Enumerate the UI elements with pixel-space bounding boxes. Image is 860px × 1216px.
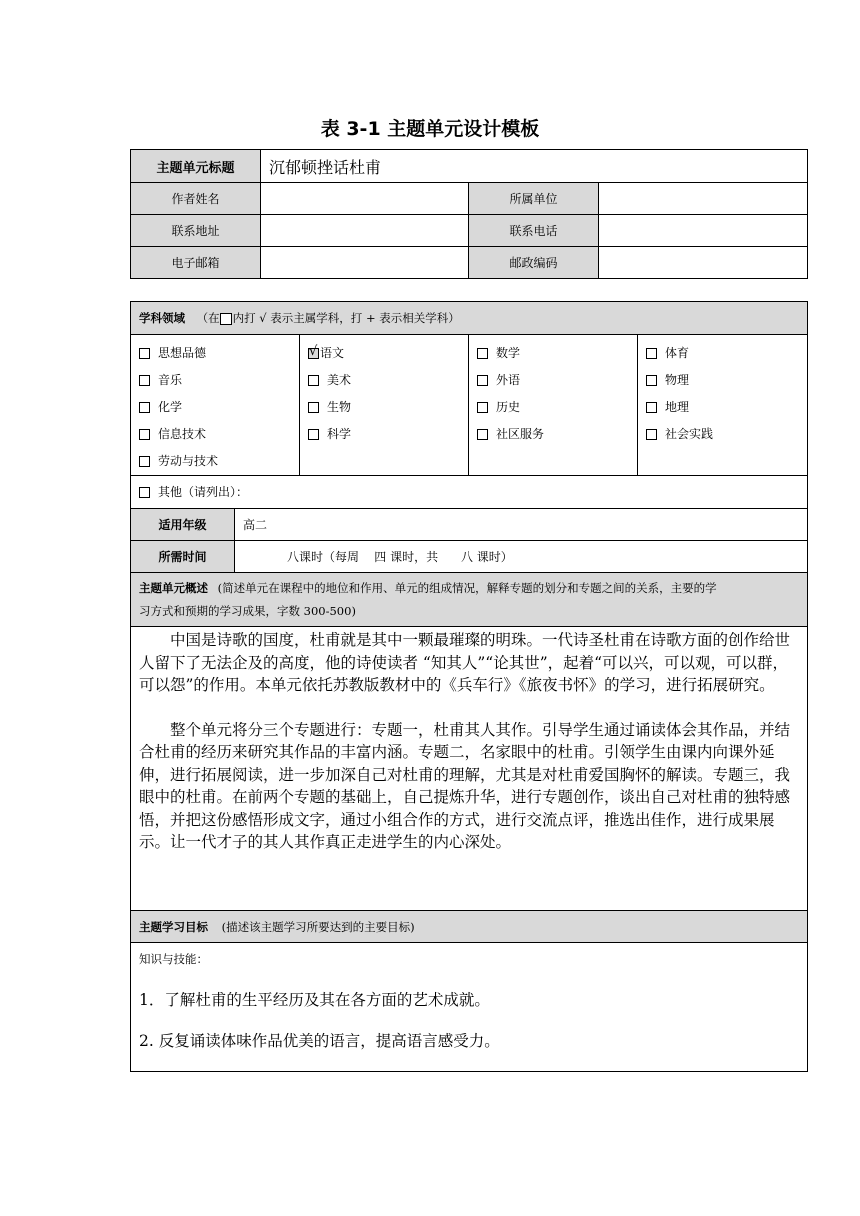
postcode-label: 邮政编码 [469,247,599,279]
subject-area-note-suffix: 内打 √ 表示主属学科，打 + 表示相关学科） [232,311,460,325]
organization-field[interactable] [599,183,808,215]
subject-item-chemistry[interactable]: 化学 [131,394,299,421]
page-title: 表 3-1 主题单元设计模板 [320,118,540,140]
subject-item-geography[interactable]: 地理 [638,394,807,421]
subject-col-3 [469,335,638,476]
checkbox-icon[interactable] [646,429,657,440]
email-field[interactable] [261,247,469,279]
checkbox-icon[interactable] [139,402,150,413]
goal-item-2: 2. 反复诵读体味作品优美的语言，提高语言感受力。 [139,1032,500,1050]
topic-title-label: 主题单元标题 [131,150,261,183]
subject-item-ethics[interactable]: 思想品德 [131,340,299,367]
phone-field[interactable] [599,215,808,247]
goals-body [131,943,808,1072]
subject-other-row [131,476,808,509]
goals-subheading: 知识与技能： [139,952,208,966]
subject-col-4 [638,335,808,476]
subject-item-music[interactable]: 音乐 [131,367,299,394]
checkbox-icon[interactable] [646,402,657,413]
postcode-field[interactable] [599,247,808,279]
subject-item-foreign-language[interactable]: 外语 [469,367,637,394]
overview-note-line1: (简述单元在课程中的地位和作用、单元的组成情况，解释专题的划分和专题之间的关系，主要的学 [217,580,717,595]
checkbox-icon[interactable] [477,429,488,440]
goals-heading: 主题学习目标 [139,919,208,934]
subject-item-physics[interactable]: 物理 [638,367,807,394]
subject-item-labor[interactable]: 劳动与技术 [131,448,299,475]
grade-label: 适用年级 [131,509,235,541]
overview-header [131,573,808,627]
subject-col-2 [300,335,469,476]
overview-body [131,627,808,911]
grade-value[interactable]: 高二 [235,509,808,541]
checkbox-icon[interactable] [139,456,150,467]
checkbox-icon[interactable] [646,348,657,359]
subject-item-pe[interactable]: 体育 [638,340,807,367]
subject-item-science[interactable]: 科学 [300,421,468,448]
time-value[interactable]: 八课时（每周 四 课时，共 八 课时） [235,541,808,573]
unit-info-table [130,149,808,279]
subject-item-community-service[interactable]: 社区服务 [469,421,637,448]
phone-label: 联系电话 [469,215,599,247]
checkbox-icon[interactable] [308,402,319,413]
checkbox-icon[interactable] [477,402,488,413]
subject-area-heading: 学科领域 [139,311,185,325]
email-label: 电子邮箱 [131,247,261,279]
checkbox-icon[interactable] [139,487,150,498]
subject-item-art[interactable]: 美术 [300,367,468,394]
checkbox-icon[interactable] [139,375,150,386]
checkbox-icon[interactable] [139,348,150,359]
checkbox-icon[interactable] [646,375,657,386]
subject-area-header [131,302,808,335]
goals-note: (描述该主题学习所要达到的主要目标) [221,919,415,934]
address-field[interactable] [261,215,469,247]
subject-item-math[interactable]: 数学 [469,340,637,367]
checkbox-icon[interactable] [477,375,488,386]
author-name-label: 作者姓名 [131,183,261,215]
overview-heading: 主题单元概述 [139,580,208,595]
subject-item-it[interactable]: 信息技术 [131,421,299,448]
organization-label: 所属单位 [469,183,599,215]
checkbox-icon[interactable] [308,375,319,386]
subject-col-1 [131,335,300,476]
goals-header [131,911,808,943]
subject-item-biology[interactable]: 生物 [300,394,468,421]
subject-item-other[interactable]: 其他（请列出）： [131,479,807,506]
checkbox-icon [220,313,232,325]
checked-checkbox-icon[interactable]: √ [309,344,318,359]
subject-item-history[interactable]: 历史 [469,394,637,421]
author-name-field[interactable] [261,183,469,215]
overview-paragraph-2: 整个单元将分三个专题进行：专题一，杜甫其人其作。引导学生通过诵读体会其作品，并结合杜甫的经历来研究其作品的丰富内涵。专题二，名家眼中的杜甫。引领学生由课内向课外延伸，进行拓展阅读，进一步加深自己对杜甫的理解，尤其是对杜甫爱国胸怀的解读。专题三，我眼中的杜甫。在前两个专题的基础上，自己提炼升华，进行专题创作，谈出自己对杜甫的独特感悟，并把这份感悟形成文字，通过小组合作的方式，进行交流点评，推选出佳作，进行成果展示。让一代才子的其人其作真正走进学生的内心深处。 [139,720,791,851]
overview-paragraph-1: 中国是诗歌的国度，杜甫就是其中一颗最璀璨的明珠。一代诗圣杜甫在诗歌方面的创作给世人留下了无法企及的高度，他的诗使读者 “知其人”“论其世”，起着“可以兴，可以观，可以群，可以怨”的作用。本单元依托苏教版教材中的《兵车行》《旅夜书怀》的学习，进行拓展研究。 [139,631,791,694]
subject-item-social-practice[interactable]: 社会实践 [638,421,807,448]
checkbox-icon[interactable] [477,348,488,359]
checkbox-icon[interactable] [139,429,150,440]
topic-title-value[interactable]: 沉郁顿挫话杜甫 [261,150,808,183]
address-label: 联系地址 [131,215,261,247]
checkbox-icon[interactable] [308,429,319,440]
subject-item-chinese[interactable]: √ 语文 [309,344,345,360]
subject-area-note-prefix: （在 [196,311,220,325]
time-label: 所需时间 [131,541,235,573]
unit-design-table [130,301,808,1072]
goal-item-1: 1．了解杜甫的生平经历及其在各方面的艺术成就。 [139,991,490,1009]
overview-note-line2: 习方式和预期的学习成果，字数 300-500) [139,603,356,618]
